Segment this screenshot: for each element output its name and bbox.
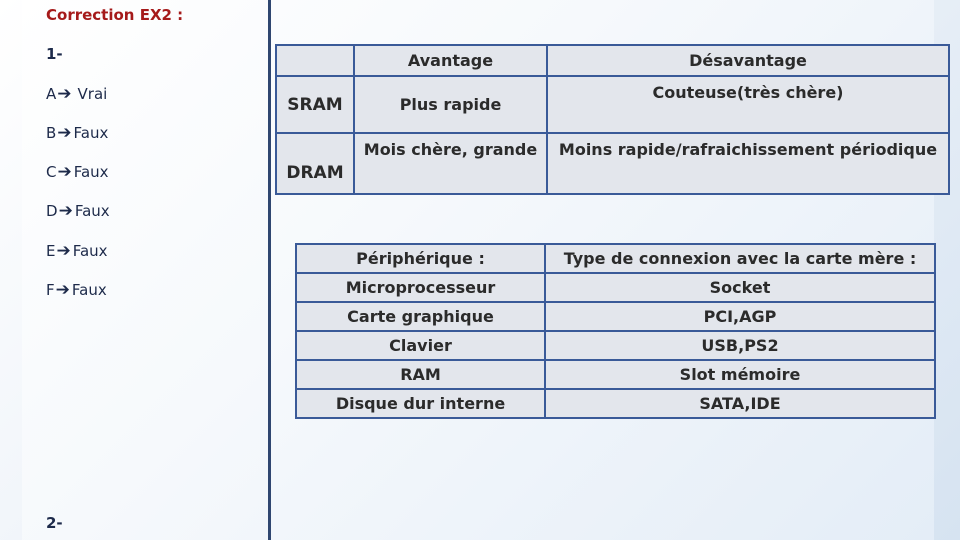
table-cell: Slot mémoire <box>545 360 935 389</box>
table-header-cell: Avantage <box>354 45 547 76</box>
answer-value: Faux <box>73 124 109 142</box>
table-cell: SATA,IDE <box>545 389 935 418</box>
table-row <box>296 302 935 331</box>
answer-letter: C <box>46 163 57 181</box>
right-arrow-icon: ➔ <box>55 280 70 300</box>
answer-letter: E <box>46 242 56 260</box>
table-row <box>296 360 935 389</box>
table-cell: USB,PS2 <box>545 331 935 360</box>
memory-comparison-table <box>275 44 950 195</box>
answer-letter: A <box>46 85 57 103</box>
question-2-label: 2- <box>46 514 63 532</box>
right-arrow-icon: ➔ <box>57 162 72 182</box>
table-cell: Plus rapide <box>354 76 547 133</box>
table-cell: Microprocesseur <box>296 273 545 302</box>
table-header-cell: Périphérique : <box>296 244 545 273</box>
answer-value: Faux <box>72 242 108 260</box>
table-header-row <box>296 244 935 273</box>
table-cell: RAM <box>296 360 545 389</box>
slide-heading: Correction EX2 : <box>46 6 184 24</box>
answer-a <box>46 84 107 104</box>
right-arrow-icon: ➔ <box>58 201 73 221</box>
answer-letter: D <box>46 202 58 220</box>
answer-letter: F <box>46 281 55 299</box>
right-arrow-icon: ➔ <box>57 84 72 104</box>
answer-d <box>46 201 110 221</box>
table-cell: Couteuse(très chère) <box>547 76 949 133</box>
answer-f <box>46 280 107 300</box>
table-cell: Clavier <box>296 331 545 360</box>
answer-letter: B <box>46 124 57 142</box>
table-row <box>276 133 949 194</box>
right-arrow-icon: ➔ <box>56 241 71 261</box>
table-row <box>296 389 935 418</box>
table-cell: Disque dur interne <box>296 389 545 418</box>
table-header-cell <box>276 45 354 76</box>
table-cell: Mois chère, grande <box>354 133 547 194</box>
answer-value: Faux <box>74 202 110 220</box>
table-cell: Carte graphique <box>296 302 545 331</box>
table-row <box>296 331 935 360</box>
question-1-label: 1- <box>46 45 63 63</box>
table-cell: PCI,AGP <box>545 302 935 331</box>
answer-b <box>46 123 108 143</box>
answer-c <box>46 162 109 182</box>
vertical-divider <box>268 0 271 540</box>
table-header-cell: Désavantage <box>547 45 949 76</box>
answer-value: Faux <box>73 163 109 181</box>
answer-e <box>46 241 108 261</box>
answer-value: Vrai <box>77 85 108 103</box>
connection-table <box>295 243 936 419</box>
table-row <box>276 76 949 133</box>
table-row <box>296 273 935 302</box>
answer-value: Faux <box>71 281 107 299</box>
memory-type-cell: SRAM <box>276 76 354 133</box>
table-cell: Moins rapide/rafraichissement périodique <box>547 133 949 194</box>
memory-type-cell: DRAM <box>276 133 354 194</box>
table-header-cell: Type de connexion avec la carte mère : <box>545 244 935 273</box>
table-header-row <box>276 45 949 76</box>
right-arrow-icon: ➔ <box>57 123 72 143</box>
table-cell: Socket <box>545 273 935 302</box>
